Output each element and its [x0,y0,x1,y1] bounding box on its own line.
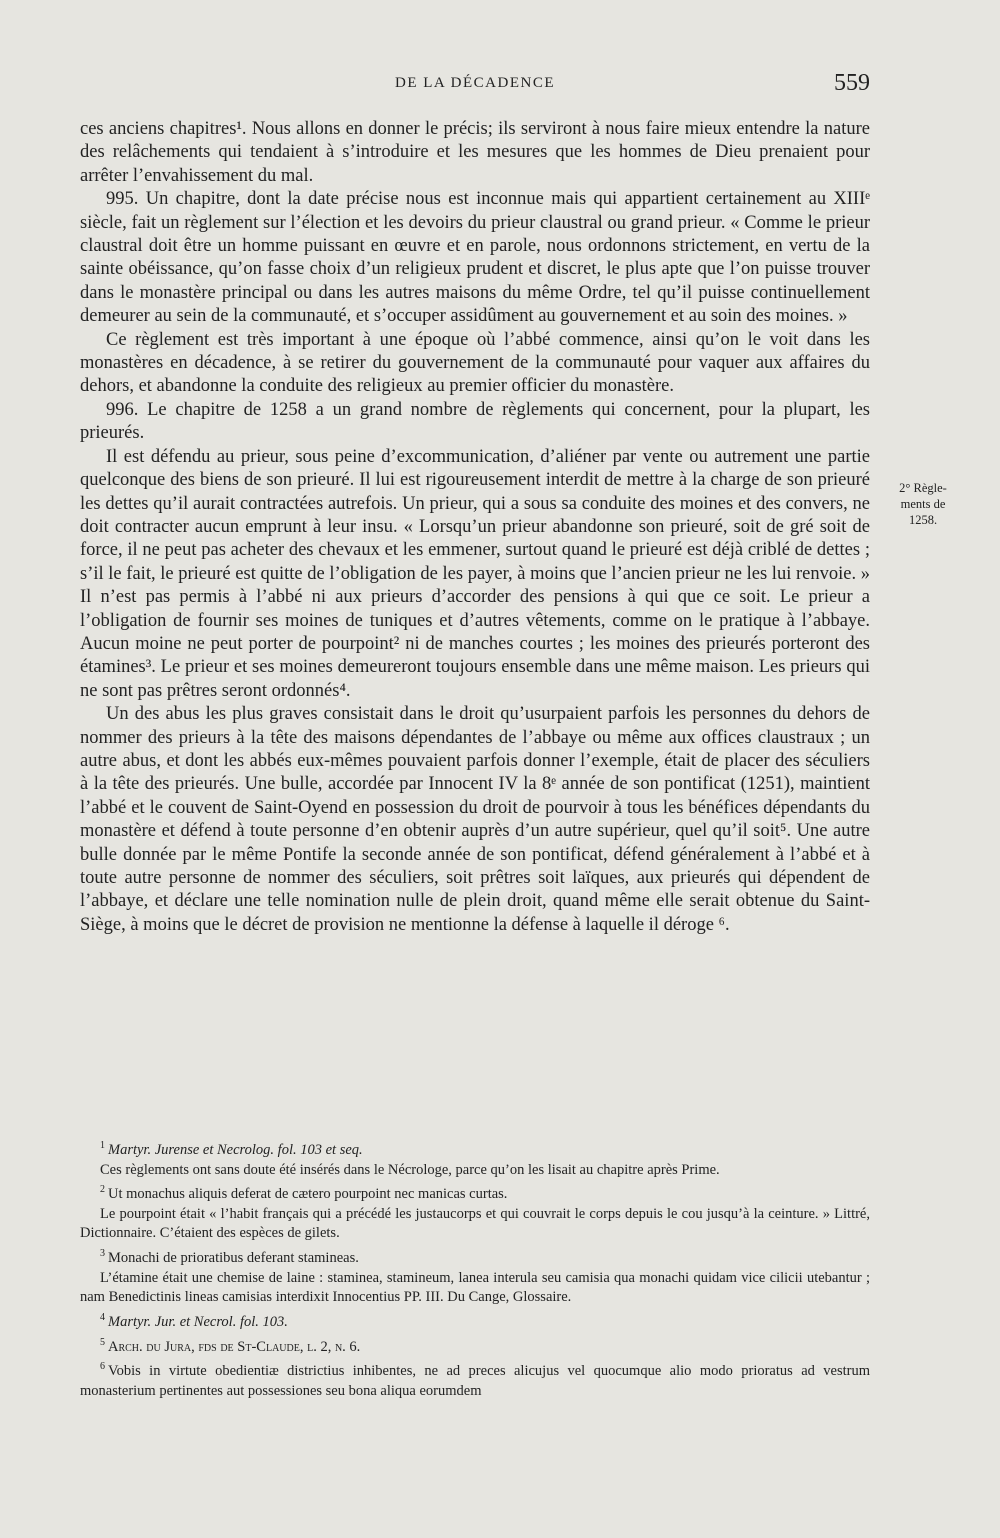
margin-note-line: ments de [900,497,946,511]
main-text [80,118,870,937]
footnote-number: 1 [100,1140,105,1151]
running-title: DE LA DÉCADENCE [395,75,555,91]
paragraph-996: 996. Le chapitre de 1258 a un grand nombre de règlements qui concernent, pour la plupart, les prieurés. [80,399,870,444]
footnote-6 [80,1357,870,1401]
footnote-text: Martyr. Jur. et Necrol. fol. 103. [108,1313,288,1330]
footnote-text: Monachi de prioratibus deferant stamineas. [108,1250,359,1266]
footnote-number: 2 [100,1184,105,1196]
footnote-5 [80,1333,870,1358]
footnote-text: Vobis in virtute obedientiæ districtius inhibentes, ne ad preces alicujus vel quocumque alio modo prioratus ad vestrum monasterium pertinentes aut possessiones seu bona aliqua eorumdem [80,1363,870,1399]
footnote-3-comment: L’étamine était une chemise de laine : staminea, stamineum, lanea interula seu camisia qua monachi quidam vice cilicii utebantur ; nam Benedictinis lineas camisias interdixit Innocentius PP. III. Du Cange, Glossaire. [80,1269,870,1306]
footnote-number: 4 [100,1312,105,1324]
footnote-1-comment: Ces règlements ont sans doute été insérés dans le Nécrologe, parce qu’on les lisait au chapitre après Prime. [100,1161,720,1178]
paragraph-continuation: ces anciens chapitres¹. Nous allons en donner le précis; ils serviront à nous faire mieux entendre la nature des relâchements qui tendaient à s’introduire et les mesures que les hommes de Dieu prenaient pour arrêter l’envahissement du mal. [80,119,870,186]
footnote-number: 5 [100,1336,105,1348]
footnote-2-comment: Le pourpoint était « l’habit français qui a précédé les justaucorps et qui couvrait le corps depuis le cou jusqu’à la ceinture. » Littré, Dictionnaire. C’étaient des espèces de gilets. [80,1205,870,1242]
footnotes [80,1136,870,1401]
margin-note-line: 2° Règle- [899,481,947,495]
page-header [80,72,870,100]
footnote-number: 6 [100,1361,105,1373]
paragraph-abuses: Un des abus les plus graves consistait dans le droit qu’usurpaient parfois les personnes du dehors de nommer des prieurs à la tête des maisons dépendantes de l’abbaye ou même aux offices claustraux ; un autre abus, et dont les abbés eux-mêmes pouvaient parfois donner l’exemple, était de placer des séculiers à la tête des prieurés. Une bulle, accordée par Innocent IV la 8ᵉ année de son pontificat (1251), maintient l’abbé et le couvent de Saint-Oyend en possession du droit de pourvoir à tous les bénéfices dépendants du monastère et défend à toute personne d’en obtenir auprès d’un autre supérieur, quel qu’il soit⁵. Une autre bulle donnée par le même Pontife la seconde année de son pontificat, défend généralement à l’abbé et à toute autre personne de nommer des séculiers, soit prêtres soit laïques, aux prieurés qui dépendent de l’abbaye, et déclare une telle nomination nulle de plein droit, quand même elle serait obtenue du Saint-Siège, à moins que le décret de provision ne mentionne la défense à laquelle il déroge ⁶. [80,704,870,935]
footnote-3 [80,1244,870,1269]
footnote-2 [80,1180,870,1205]
margin-note [878,480,968,528]
footnote-text: Martyr. Jurense et Necrolog. fol. 103 et seq. [108,1141,363,1158]
margin-note-line: 1258. [908,513,938,527]
footnote-text: Arch. du Jura, fds de St-Claude, l. 2, n. 6. [108,1338,361,1355]
footnote-text: Ut monachus aliquis deferat de cætero pourpoint nec manicas curtas. [108,1186,508,1203]
paragraph-importance: Ce règlement est très important à une époque où l’abbé commence, ainsi qu’on le voit dans les monastères en décadence, à se retirer du gouvernement de la communauté pour vaquer aux affaires du dehors, et abandonne la conduite des religieux au premier officier du monastère. [80,329,870,397]
footnote-1 [80,1136,870,1161]
paragraph-995: 995. Un chapitre, dont la date précise nous est inconnue mais qui appartient certainement au XIIIᵉ siècle, fait un règlement sur l’élection et les devoirs du prieur claustral ou grand prieur. « Comme le prieur claustral doit être un homme puissant en œuvre et en parole, nous ordonnons strictement, en vertu de la sainte obéissance, qu’on fasse choix d’un religieux prudent et discret, le plus apte que l’on puisse trouver dans le monastère principal ou dans les autres maisons du même Ordre, tel qu’il puisse continuellement demeurer au sein de la communauté, et s’occuper assidûment au gouvernement et au soin des moines. » [80,189,870,327]
footnote-4 [80,1308,870,1333]
paragraph-prior-rules: Il est défendu au prieur, sous peine d’excommunication, d’aliéner par vente ou autrement une partie quelconque des biens de son prieuré. Il lui est rigoureusement interdit de mettre à la charge de son prieuré les dettes qu’il aurait contractées autrefois. Un prieur, qui a sous sa conduite des moines et des convers, ne doit contracter aucun emprunt à leur insu. « Lorsqu’un prieur abandonne son prieuré, soit de gré soit de force, il ne peut pas acheter des chevaux et les emmener, surtout quand le prieuré est déjà criblé de dettes ; s’il le fait, le prieuré est quitte de l’obligation de les payer, à moins que l’ancien prieur ne les lui renvoie. » Il n’est pas permis à l’abbé ni aux prieurs d’accorder des pensions à qui que ce soit. Le prieur a l’obligation de fournir ses moines de tuniques et d’autres vêtements, comme on le pratique à l’abbaye. Aucun moine ne peut porter de pourpoint² ni de manches courtes ; les moines des prieurés porteront des étamines³. Le prieur et ses moines demeureront toujours ensemble dans une même maison. Les prieurs qui ne sont pas prêtres seront ordonnés⁴. [80,446,870,701]
footnote-number: 3 [100,1248,105,1260]
page-number: 559 [834,70,870,96]
